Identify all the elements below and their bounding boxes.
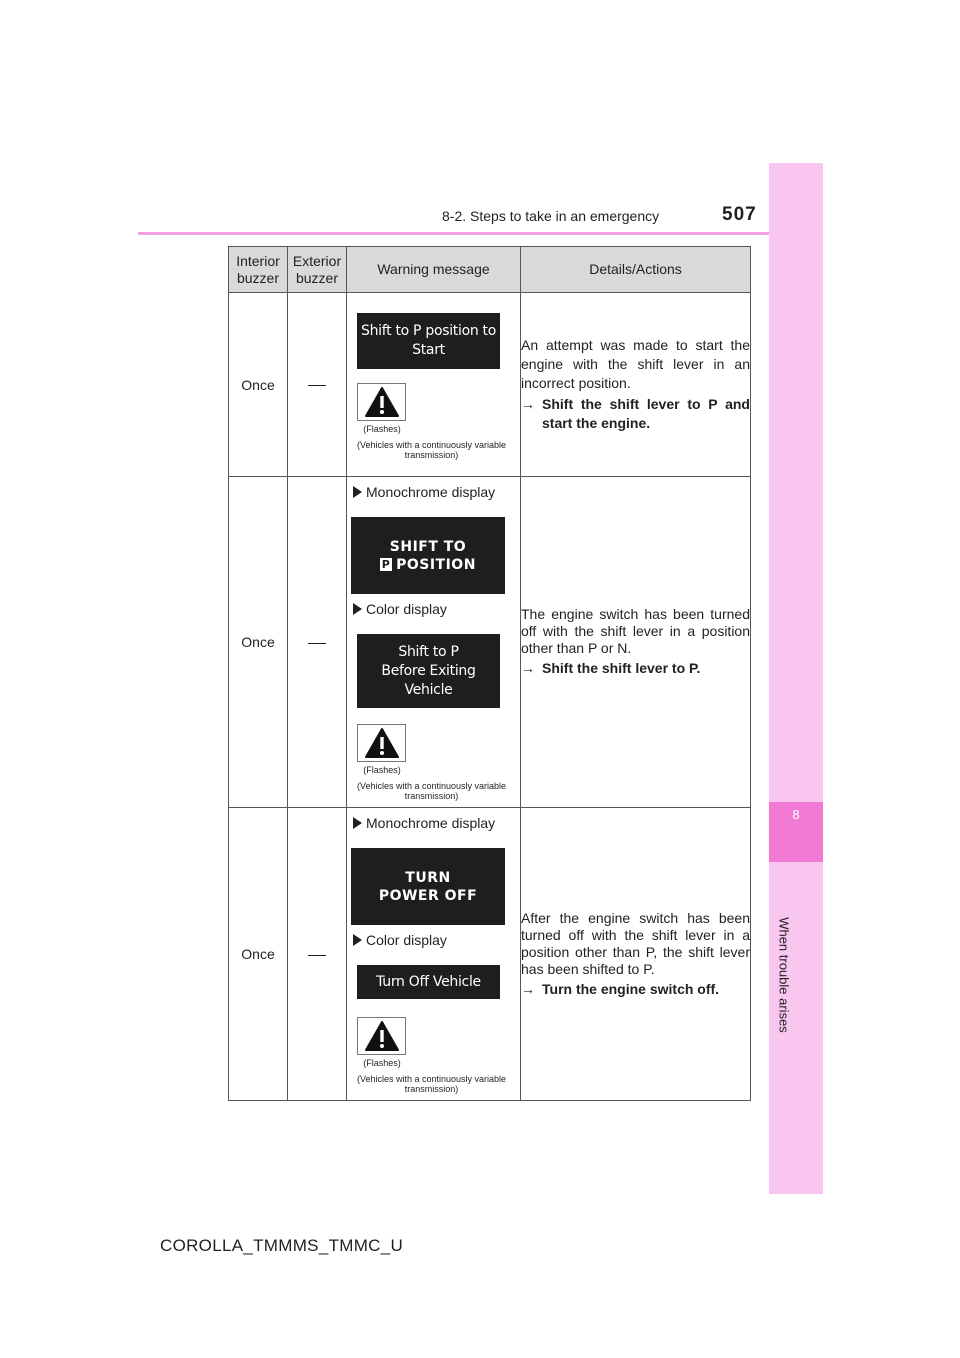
color-display-message: Turn Off Vehicle xyxy=(357,965,500,999)
table-row xyxy=(229,808,751,1101)
cvt-note: (Vehicles with a continuously variable transmission) xyxy=(356,440,507,460)
monochrome-display-label: Monochrome display xyxy=(351,481,495,503)
dash xyxy=(308,955,326,956)
header-details-actions: Details/Actions xyxy=(521,247,751,293)
details-text: After the engine switch has been turned off with the shift lever in a position other than P, the shift lever has been shifted to P. xyxy=(521,909,750,977)
warning-table xyxy=(228,246,751,1101)
interior-buzzer-cell: Once xyxy=(229,477,288,808)
interior-buzzer-cell: Once xyxy=(229,293,288,477)
warning-message-cell xyxy=(347,477,521,808)
warning-message-cell xyxy=(347,293,521,477)
chapter-number: 8 xyxy=(769,802,823,862)
warning-message-cell xyxy=(347,808,521,1101)
warning-triangle-icon xyxy=(357,383,406,421)
dash xyxy=(308,385,326,386)
header-rule xyxy=(138,232,823,235)
right-arrow-icon: → xyxy=(521,660,535,676)
warning-triangle-icon xyxy=(357,724,406,762)
color-display-label: Color display xyxy=(351,929,447,951)
exterior-buzzer-cell xyxy=(288,477,347,808)
p-position-icon: P xyxy=(381,557,391,571)
header-exterior-buzzer: Exterior buzzer xyxy=(288,247,347,293)
exterior-buzzer-cell xyxy=(288,808,347,1101)
cvt-note: (Vehicles with a continuously variable transmission) xyxy=(356,1074,507,1094)
table-row xyxy=(229,293,751,477)
model-code-footer: COROLLA_TMMMS_TMMC_U xyxy=(160,1236,404,1255)
exterior-buzzer-cell xyxy=(288,293,347,477)
dash xyxy=(308,643,326,644)
action-line xyxy=(521,659,750,678)
header-warning-message: Warning message xyxy=(347,247,521,293)
details-text: The engine switch has been turned off with the shift lever in a position other than P or N. xyxy=(521,606,750,656)
action-line xyxy=(521,395,750,433)
table-row xyxy=(229,477,751,808)
details-text: An attempt was made to start the engine with the shift lever in an incorrect position. xyxy=(521,337,750,391)
triangle-bullet-icon xyxy=(353,603,362,615)
right-arrow-icon: → xyxy=(521,396,535,412)
interior-buzzer-cell: Once xyxy=(229,808,288,1101)
monochrome-display-message: SHIFT TO P POSITION xyxy=(351,517,505,594)
flashes-note: (Flashes) xyxy=(363,424,401,434)
flashes-note: (Flashes) xyxy=(363,1058,401,1068)
warning-triangle-icon xyxy=(357,1017,406,1055)
action-line xyxy=(521,980,750,999)
triangle-bullet-icon xyxy=(353,817,362,829)
chapter-label: When trouble arises xyxy=(776,917,792,1033)
flashes-note: (Flashes) xyxy=(363,765,401,775)
details-cell xyxy=(521,293,751,477)
action-text: Shift the shift lever to P. xyxy=(542,660,701,676)
action-text: Turn the engine switch off. xyxy=(542,980,720,997)
monochrome-display-message: TURN POWER OFF xyxy=(351,848,505,925)
header-interior-buzzer: Interior buzzer xyxy=(229,247,288,293)
triangle-bullet-icon xyxy=(353,486,362,498)
details-cell xyxy=(521,477,751,808)
monochrome-display-label: Monochrome display xyxy=(351,812,495,834)
page-number: 507 xyxy=(722,204,757,225)
table-header-row xyxy=(229,247,751,293)
color-display-message: Shift to P Before Exiting Vehicle xyxy=(357,634,500,708)
triangle-bullet-icon xyxy=(353,934,362,946)
color-display-message: Shift to P position to Start xyxy=(357,313,500,369)
right-arrow-icon: → xyxy=(521,980,535,997)
color-display-label: Color display xyxy=(351,598,447,620)
section-title: 8-2. Steps to take in an emergency xyxy=(442,208,660,224)
details-cell xyxy=(521,808,751,1101)
action-text: Shift the shift lever to P and start the engine. xyxy=(542,396,750,431)
cvt-note: (Vehicles with a continuously variable transmission) xyxy=(356,781,507,801)
